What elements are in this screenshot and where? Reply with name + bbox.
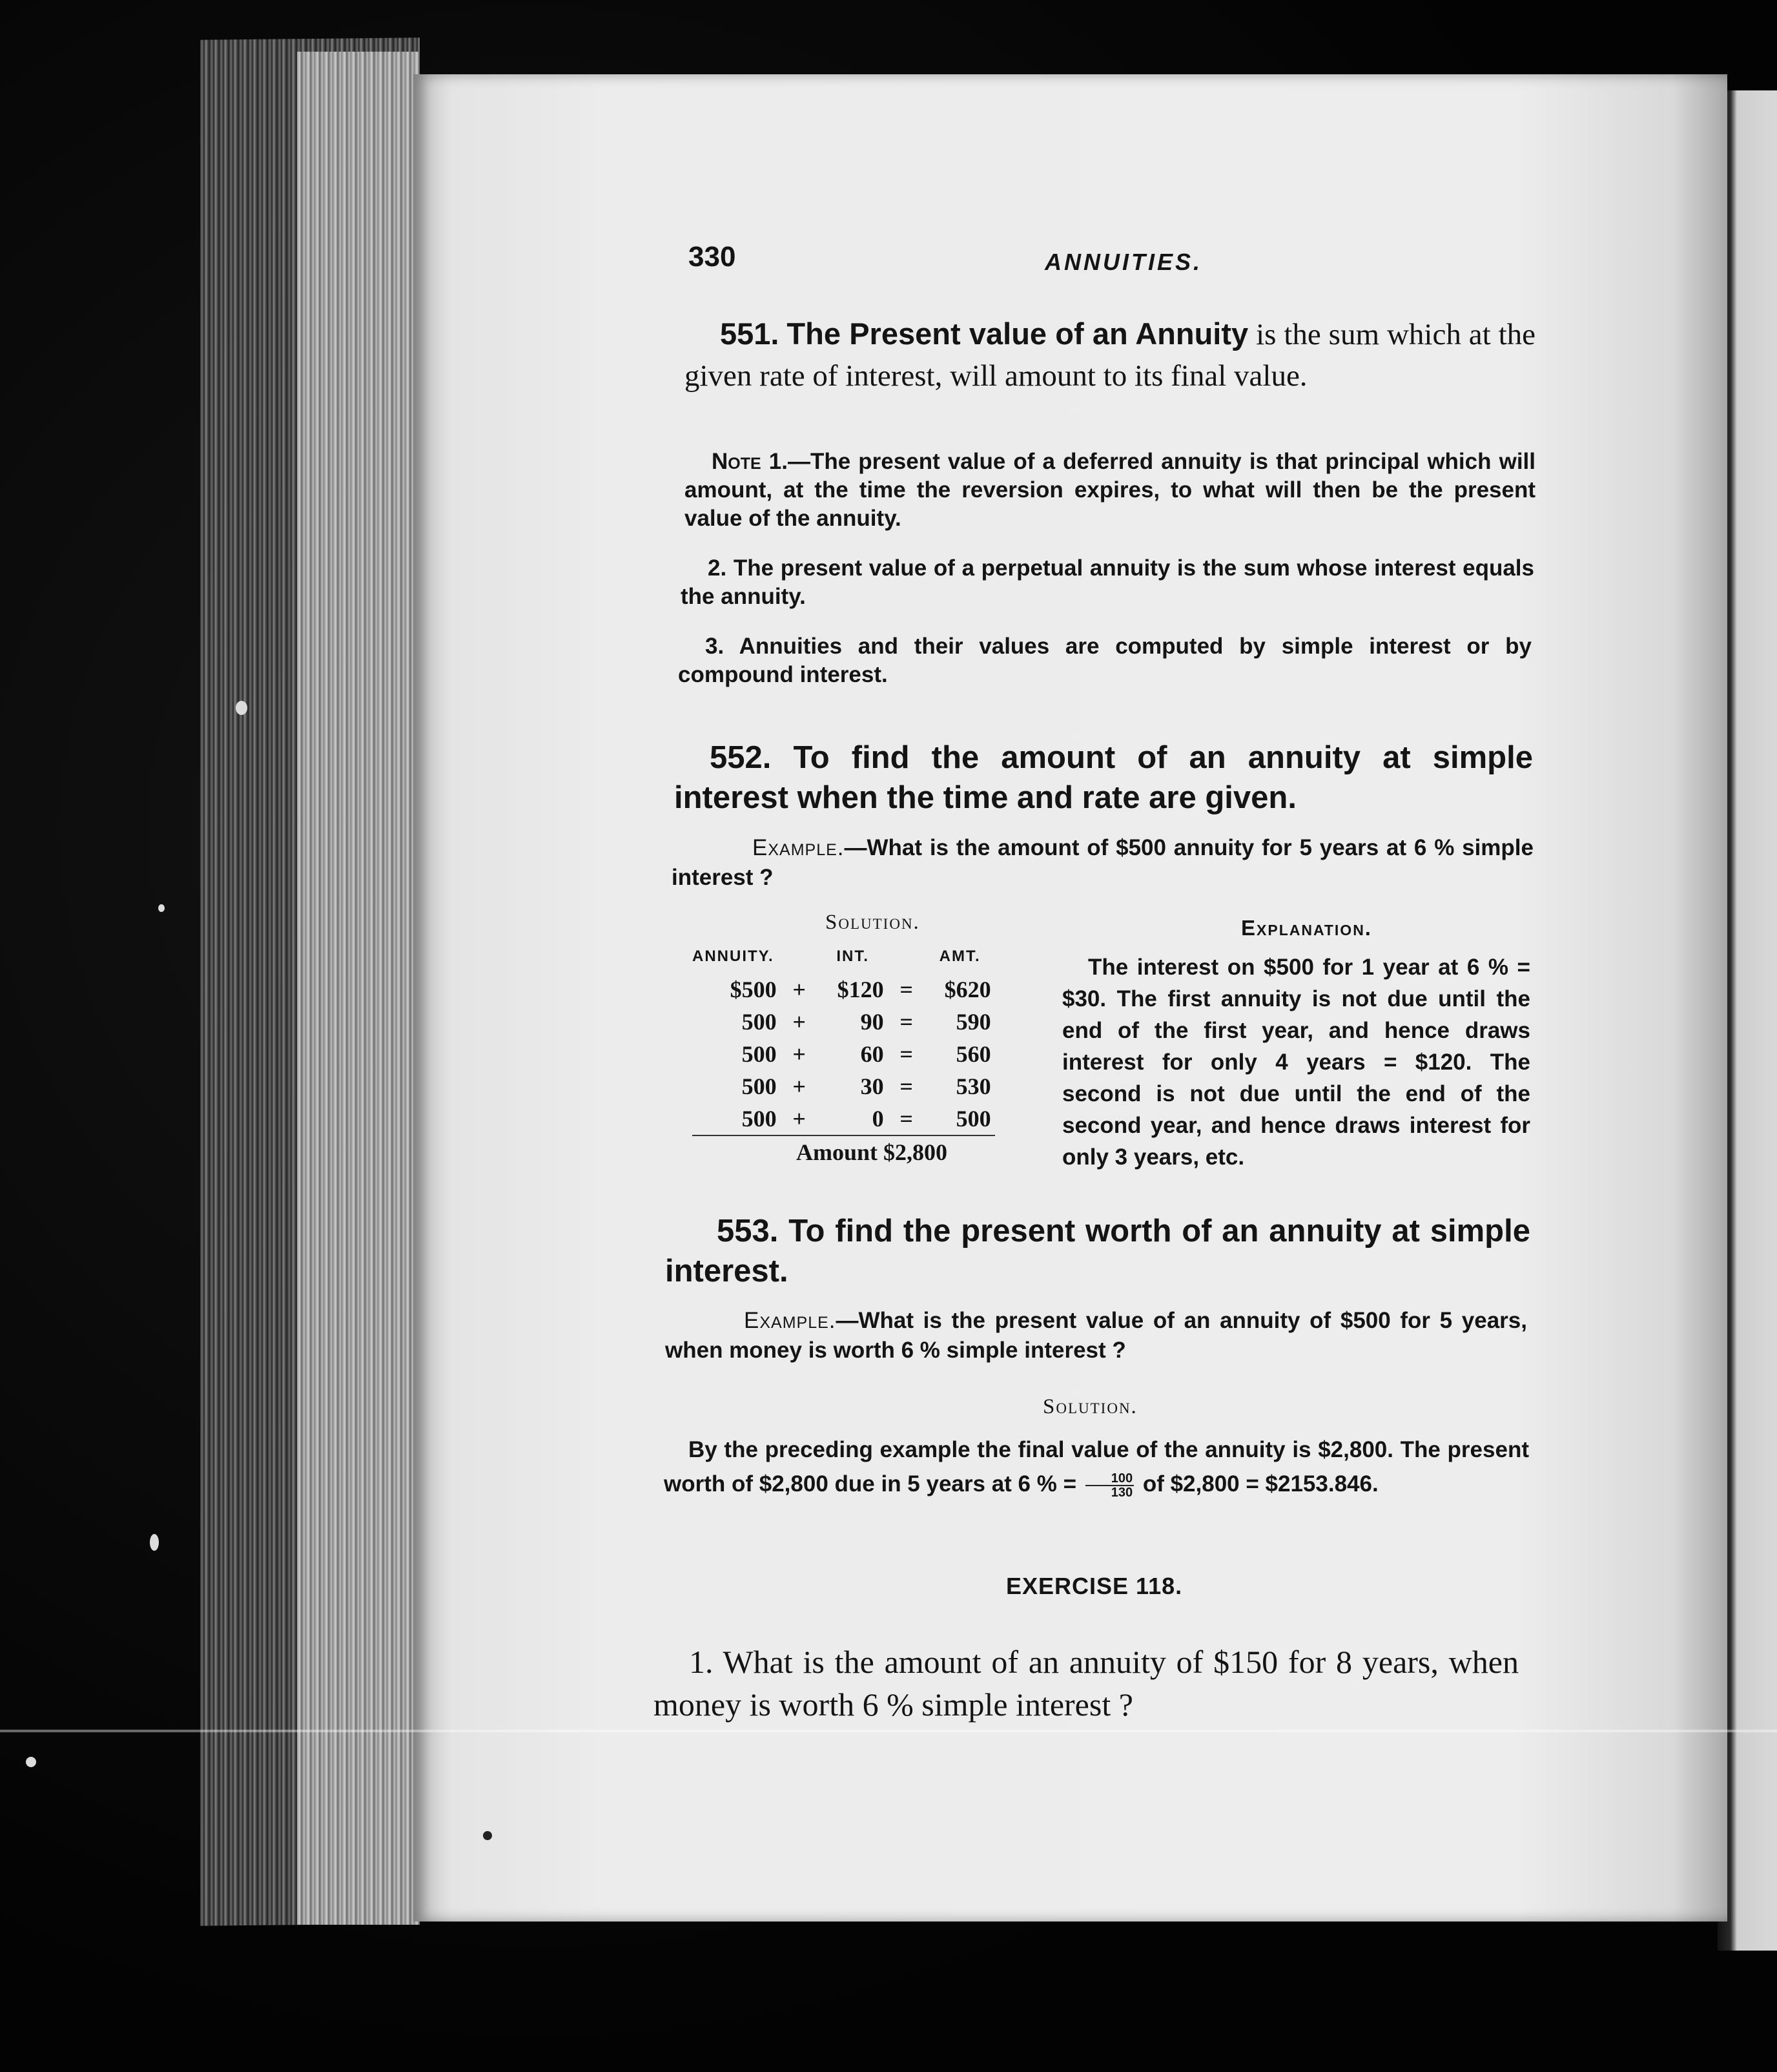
table-row	[692, 973, 995, 1006]
example-552	[672, 833, 1534, 893]
note-text: —The present value of a deferred annuity is that principal which will amount, at the time the reversion expires, to what will then be the present value of the annuity.	[684, 449, 1536, 531]
section-551	[684, 313, 1536, 397]
plus-sign: +	[792, 1073, 806, 1099]
interest-cell: 0	[818, 1103, 888, 1135]
interest-cell: 30	[860, 1073, 884, 1099]
table-row	[692, 1103, 995, 1135]
column-header-amt: AMT.	[939, 948, 981, 965]
equals-sign: =	[899, 1073, 913, 1099]
equals-sign: =	[899, 1009, 913, 1035]
dust-speck	[26, 1757, 36, 1767]
solution-label: Solution.	[1043, 1395, 1138, 1418]
annuity-cell: 500	[741, 1041, 777, 1067]
definition-term: The Present value of an Annuity	[786, 316, 1249, 351]
plus-sign: +	[792, 1009, 806, 1035]
explanation-label: Explanation.	[1241, 916, 1372, 940]
amount-cell: 530	[956, 1073, 991, 1099]
exercise-question-1: 1. What is the amount of an annuity of $150 for 8 years, when money is worth 6 % simple interest ?	[653, 1644, 1519, 1723]
column-header-int: INT.	[836, 948, 869, 965]
equals-sign: =	[899, 977, 913, 1002]
section-552-heading	[674, 738, 1533, 818]
annuity-cell: $500	[730, 977, 777, 1002]
example-553	[665, 1306, 1527, 1365]
interest-cell: 90	[860, 1009, 884, 1035]
amount-cell: 500	[925, 1103, 995, 1135]
annuity-cell: 500	[692, 1103, 781, 1135]
header-spacer	[888, 948, 925, 973]
solution-text-a: By the preceding example the final value of the annuity is $2,800. The present worth of $2,800 due in 5 years at 6 % =	[664, 1437, 1529, 1497]
section-553-heading	[665, 1211, 1530, 1291]
column-header-annuity: ANNUITY.	[692, 948, 774, 965]
dust-speck	[483, 1831, 492, 1840]
interest-cell: 60	[860, 1041, 884, 1067]
example-text: —What is the present value of an annuity of $500 for 5 years, when money is worth 6 % simple interest ?	[665, 1308, 1527, 1363]
exercise-title: EXERCISE 118.	[1006, 1573, 1183, 1599]
amount-cell: 590	[956, 1009, 991, 1035]
section-number: 551.	[720, 316, 779, 351]
note-text: 3. Annuities and their values are computed by simple interest or by compound interest.	[678, 634, 1532, 687]
table-header-row	[692, 948, 995, 973]
fraction-denominator: 130	[1111, 1485, 1133, 1500]
plus-sign: +	[792, 1041, 806, 1067]
interest-cell: $120	[837, 977, 884, 1002]
equals-sign: =	[888, 1103, 925, 1135]
header-spacer	[781, 948, 818, 973]
table-row	[692, 1038, 995, 1070]
note-2	[681, 554, 1534, 611]
plus-sign: +	[792, 977, 806, 1002]
solution-text-b: of $2,800 = $2153.846.	[1136, 1471, 1379, 1497]
page-number: 330	[688, 241, 736, 273]
note-3	[678, 632, 1532, 689]
example-lead: Example.	[744, 1308, 836, 1333]
section-number: 553.	[717, 1214, 779, 1248]
example-lead: Example.	[752, 835, 845, 860]
heading-text: To find the amount of an annuity at simple interest when the time and rate are given.	[674, 740, 1533, 815]
running-title: ANNUITIES.	[1045, 249, 1203, 275]
table-row	[692, 1006, 995, 1038]
equals-sign: =	[899, 1041, 913, 1067]
annuity-cell: 500	[741, 1073, 777, 1099]
fraction	[1085, 1472, 1134, 1499]
amount-cell: 560	[956, 1041, 991, 1067]
amount-cell: $620	[944, 977, 991, 1002]
definition-text: is the sum which at the given rate of interest, will amount to its final value.	[684, 318, 1536, 393]
example-text: —What is the amount of $500 annuity for 5 years at 6 % simple interest ?	[672, 835, 1534, 890]
scan-artifact-line	[0, 1729, 1777, 1733]
amount-total: Amount $2,800	[796, 1139, 948, 1165]
dust-speck	[150, 1534, 159, 1551]
table-row	[692, 1070, 995, 1103]
note-1	[684, 448, 1536, 533]
explanation-text: The interest on $500 for 1 year at 6 % = $30. The first annuity is not due until the end of the first year, and hence draws interest for only 4 years = $120. The second is not due until the end of the second year, and hence draws interest for only 3 years, etc.	[1062, 955, 1530, 1170]
annuity-cell: 500	[741, 1009, 777, 1035]
fraction-numerator: 100	[1085, 1472, 1134, 1486]
section-number: 552.	[710, 740, 772, 775]
note-lead: Note 1.	[712, 449, 788, 474]
solution-table	[692, 948, 995, 1136]
book-page-edges-inner	[297, 52, 420, 1925]
dust-speck	[158, 904, 165, 912]
note-text: 2. The present value of a perpetual annuity is the sum whose interest equals the annuity.	[681, 555, 1534, 609]
plus-sign: +	[781, 1103, 818, 1135]
dust-speck	[236, 701, 247, 715]
solution-553-text	[664, 1433, 1529, 1501]
solution-label: Solution.	[825, 911, 920, 934]
heading-text: To find the present worth of an annuity at simple interest.	[665, 1214, 1530, 1289]
